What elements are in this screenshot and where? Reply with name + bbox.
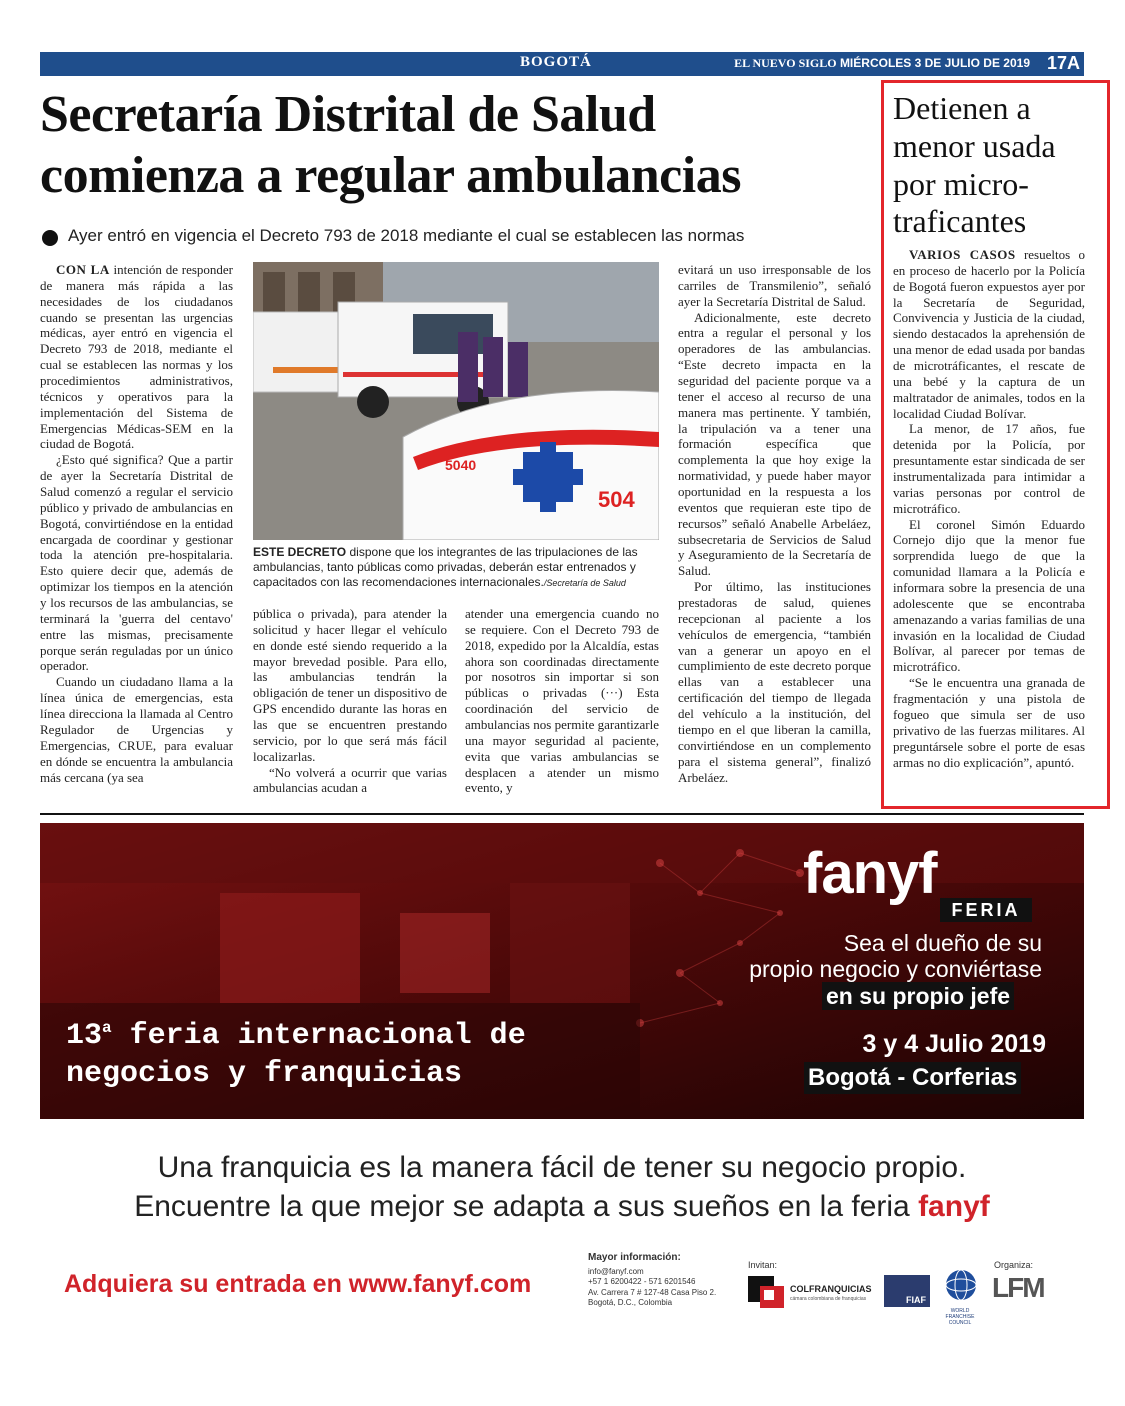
date-text: MIÉRCOLES 3 DE JULIO DE 2019: [839, 56, 1030, 70]
world-franchise-globe-icon: [944, 1268, 978, 1304]
fiaf-logo: FIAF: [884, 1275, 930, 1307]
paragraph: Adicionalmente, este decreto entra a regular el personal y los operadores de las ambulancias. “Este decreto impacta en la seguridad del paciente porque va a tener el acceso al recurso de una manera mas pertinente. Y también, la tripulación va a tener una formación específica que complementa la que hoy exige la normatividad, y puede haber mayor oportunidad en la respuesta a los eventos que requieran este tipo de recursos” señaló Anabelle Arbeláez, subsecretaria de Servicios de Salud y Aseguramiento de la Secretaría de Salud.: [678, 309, 871, 579]
invite-label: Invitan:: [748, 1260, 778, 1270]
organizer-label: Organiza:: [994, 1260, 1034, 1270]
paragraph: evitará un uso irresponsable de los carriles de Transmilenio”, señaló ayer la Secretaría Distrital de Salud.: [678, 262, 871, 309]
lead-in: VARIOS CASOS: [909, 247, 1016, 262]
lfm-logo: LFM: [992, 1272, 1044, 1303]
paragraph: Por último, las instituciones prestadoras de salud, quienes recepcionan al paciente a los vehículos de emergencia, “también van a generar un apoyo en el cumplimiento de este decreto porque ellas van a establecer una certificación del tiempo de llegada del vehículo a la institución, del tiempo en el que liberan la camilla, convirtiéndose en un complemento para el sistema general”, finalizó Arbeláez.: [678, 579, 871, 785]
contact-info: [588, 1252, 738, 1309]
sidebar-headline: Detienen a menor usada por micro-traficantes: [893, 90, 1056, 240]
paragraph: “No volverá a ocurrir que varias ambulancias acudan a: [253, 764, 447, 796]
paragraph: La menor, de 17 años, fue detenida por la Policía, por presuntamente estar sindicada de ser instrumentalizada para intimidar a varias personas por control de microtráfico.: [893, 421, 1085, 516]
page-number: 17A: [1046, 53, 1080, 73]
tagline-line-2: Encuentre la que mejor se adapta a sus sueños en la feria: [134, 1190, 919, 1223]
edition-ordinal: a: [102, 1019, 112, 1037]
edition-number: 13: [66, 1019, 103, 1053]
title-line-2: negocios y franquicias: [66, 1056, 463, 1091]
slogan-line-3: en su propio jefe: [822, 982, 1014, 1010]
ambulance-photo-illustration: [253, 262, 659, 540]
article-column-3: [678, 262, 871, 785]
event-venue: Bogotá - Corferias: [804, 1062, 1021, 1094]
tagline-brand: fanyf: [918, 1190, 990, 1223]
issue-date: [734, 56, 1030, 71]
paragraph: [40, 262, 233, 452]
paragraph: pública o privada), para atender la solicitud y hacer llegar el vehículo en donde esté siendo requerido a la mayor brevedad posible. Para ello, las ambulancias tendrán la obligación de tener un dispositivo de GPS encendido durante las horas en las que se encuentren prestando servicio, por lo que será más fácil localizarlas.: [253, 606, 447, 764]
paragraph: atender una emergencia cuando no se requiere. Con el Decreto 793 de 2018, expedido por la Alcaldía, estas ahora son coordinadas directamente por nosotros sin importar si son públicas o privadas (···) Esta coordinación del servicio de ambulancias nos permite garantizarle una mayor seguridad al paciente, evita que varias ambulancias se desplacen a atender un mismo evento, y: [465, 606, 659, 796]
caption-credit: /Secretaría de Salud: [543, 578, 626, 588]
divider: [40, 813, 1084, 815]
article-column-2b: [465, 606, 659, 796]
info-heading: Mayor información:: [588, 1252, 681, 1263]
section-name: BOGOTÁ: [520, 54, 592, 70]
article-column-2a: [253, 606, 447, 796]
ad-slogan: [700, 930, 1042, 983]
ambulance-photo: [253, 262, 659, 540]
info-city: Bogotá, D.C., Colombia: [588, 1298, 673, 1308]
headline-line-2: comienza a regular ambulancias: [40, 147, 741, 205]
slogan-line-1: Sea el dueño de su: [843, 930, 1042, 956]
caption-text: dispone que los integrantes de las tripulaciones de las ambulancias, tanto públicas como privadas, deberán estar entrenados y capacitados con las recomendaciones internacionales.: [253, 545, 638, 589]
ad-tagline: [40, 1148, 1084, 1226]
paragraph-text: resueltos o en proceso de hacerlo por la Policía de Bogotá fueron expuestos ayer por la Secretaría de Seguridad, Convivencia y Justicia de la ciudad, siendo destacados la aprehensión de una menor de edad usada por bandas de microtráficantes, el rescate de una bebé y la captura de un maltratador de animales, todos en la localidad Ciudad Bolívar.: [893, 247, 1085, 421]
colfranquicias-logo-icon: [748, 1276, 788, 1310]
section-header-bar: [40, 52, 1084, 76]
world-franchise-council-name: WORLD FRANCHISE COUNCIL: [945, 1308, 975, 1326]
svg-text:5040: 5040: [445, 457, 477, 473]
article-column-1: [40, 262, 233, 785]
newspaper-brand: EL NUEVO SIGLO: [734, 56, 837, 70]
paragraph: “Se le encuentra una granada de fragmentación y una pistola de fogueo que simula ser de uso privativo de las fuerzas militares. Al preguntársele sobre el porte de esas armas no dio explicación”, apuntó.: [893, 675, 1085, 770]
article-headline: [40, 84, 870, 207]
photo-caption: [253, 545, 659, 590]
headline-line-1: Secretaría Distrital de Salud: [40, 86, 656, 143]
title-line-1: feria internacional de: [111, 1019, 526, 1053]
paragraph: El coronel Simón Eduardo Cornejo dijo que la menor fue sorprendida luego de que la comunidad llamara a la Policía e informara sobre la presencia de una adolescente que se encontraba amenazando a varias familias de una invasión en la localidad de Ciudad Bolívar, al parecer por temas de microtráfico.: [893, 516, 1085, 675]
caption-lead: ESTE DECRETO: [253, 545, 347, 559]
event-dates: 3 y 4 Julio 2019: [862, 1030, 1046, 1058]
svg-text:504: 504: [598, 487, 635, 512]
lead-in: CON LA: [56, 262, 110, 277]
paragraph: Cuando un ciudadano llama a la línea única de emergencias, esta línea direcciona la llamada al Centro Regulador de Urgencias y Emergencias, CRUE, para evaluar en dónde se encuentra la ambulancia más cercana (ya sea: [40, 674, 233, 785]
sidebar-body: [893, 247, 1085, 770]
paragraph-text: intención de responder de manera más rápida a las necesidades de los ciudadanos cuando se presentan las urgencias médicas, ayer entró en vigencia el Decreto 793 de 2018, mediante el cual se establecen las normas y los procedimientos administrativos, técnicos y operativos para la implementación del Sistema de Emergencias Médicas-SEM en la ciudad de Bogotá.: [40, 262, 234, 452]
event-title: [66, 1018, 536, 1093]
fanyf-logo: fanyf: [803, 841, 937, 906]
tagline-line-1: Una franquicia es la manera fácil de tener su negocio propio.: [157, 1151, 967, 1184]
info-phones: +57 1 6200422 - 571 6201546: [588, 1277, 696, 1287]
info-email[interactable]: info@fanyf.com: [588, 1267, 644, 1276]
article-lede: Ayer entró en vigencia el Decreto 793 de 2018 mediante el cual se establecen las normas: [68, 226, 745, 245]
colfranquicias-name: COLFRANQUICIAS: [790, 1284, 872, 1294]
paragraph: [893, 247, 1085, 421]
ticket-link[interactable]: Adquiera su entrada en www.fanyf.com: [64, 1270, 532, 1298]
paragraph: ¿Esto qué significa? Que a partir de ayer la Secretaría Distrital de Salud comenzó a regular el servicio público y privado de ambulancias en Bogotá, convirtiéndose en la entidad encargada de coordinar y gestionar toda la atención pre-hospitalaria. Esto quiere decir que, además de optimizar los tiempos en la atención y los recursos de las ambulancias, se terminará la 'guerra del centavo' entre las mismas, precisamente porque serán reguladas por un único operador.: [40, 452, 233, 674]
bullet-icon: [42, 230, 58, 246]
slogan-line-2: propio negocio y conviértase: [749, 956, 1042, 983]
colfranquicias-subtitle: cámara colombiana de franquicias: [790, 1296, 867, 1302]
feria-label: FERIA: [940, 898, 1032, 922]
info-address: Av. Carrera 7 # 127-48 Casa Piso 2.: [588, 1287, 717, 1297]
